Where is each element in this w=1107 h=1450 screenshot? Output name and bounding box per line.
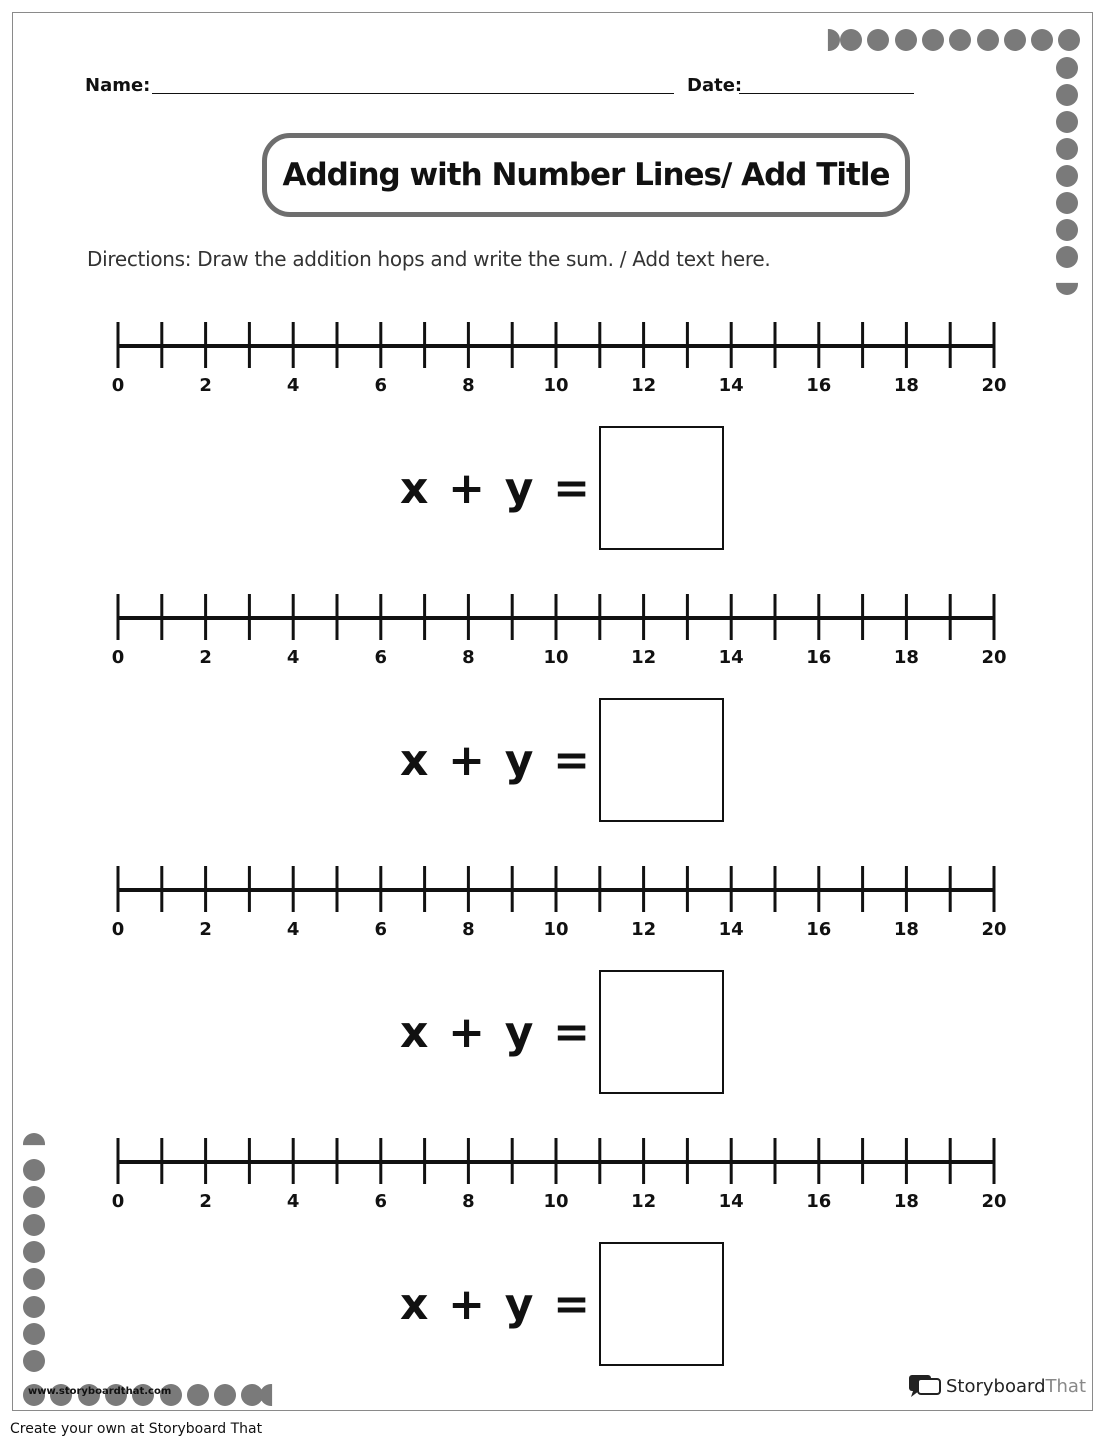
equation-1	[400, 458, 590, 518]
tick-label: 8	[462, 1191, 475, 1212]
tick-label: 18	[893, 647, 919, 668]
tick-label: 2	[199, 647, 212, 668]
tick-label: 12	[631, 647, 657, 668]
decorative-dot	[187, 1384, 209, 1406]
worksheet-page	[12, 12, 1093, 1411]
tick-label: 2	[199, 375, 212, 396]
tick-label: 0	[111, 919, 125, 940]
decorative-dot	[1056, 138, 1078, 160]
tick-label: 16	[806, 919, 832, 940]
plus-sign: +	[448, 1006, 485, 1058]
tick-label: 20	[981, 375, 1007, 396]
tick-label: 0	[111, 1191, 125, 1212]
plus-sign: +	[448, 1278, 485, 1330]
plus-sign: +	[448, 462, 485, 514]
tick-label: 8	[462, 919, 475, 940]
decorative-dot	[840, 29, 862, 51]
tick-label: 10	[543, 375, 569, 396]
date-label: Date:	[687, 75, 743, 96]
tick-label: 2	[199, 919, 212, 940]
tick-label: 0	[111, 375, 125, 396]
tick-label: 12	[631, 375, 657, 396]
decorative-dot	[1056, 192, 1078, 214]
tick-label: 18	[893, 919, 919, 940]
plus-sign: +	[448, 734, 485, 786]
tick-label: 4	[286, 375, 300, 396]
equation-4	[400, 1274, 590, 1334]
tick-label: 6	[374, 375, 388, 396]
tick-label: 8	[462, 375, 475, 396]
tick-label: 20	[981, 647, 1007, 668]
answer-box-1[interactable]	[599, 426, 724, 550]
tick-label: 0	[111, 647, 125, 668]
answer-box-2[interactable]	[599, 698, 724, 822]
tick-label: 12	[631, 1191, 657, 1212]
decorative-dot	[1056, 246, 1078, 268]
decorative-dot	[23, 1296, 45, 1318]
tick-label: 4	[286, 919, 300, 940]
title-box	[262, 133, 910, 217]
brand-name: StoryboardThat	[946, 1375, 1087, 1397]
date-field[interactable]	[739, 93, 914, 94]
y-variable: y	[504, 1006, 534, 1058]
x-variable: x	[400, 462, 429, 514]
tick-label: 10	[543, 1191, 569, 1212]
decorative-dot	[214, 1384, 236, 1406]
directions-text: Directions: Draw the addition hops and write the sum. / Add text here.	[87, 247, 771, 271]
tick-label: 4	[286, 1191, 300, 1212]
watermark-url: www.storyboardthat.com	[28, 1386, 172, 1397]
x-variable: x	[400, 734, 429, 786]
tick-label: 20	[981, 919, 1007, 940]
page-title: Adding with Number Lines/ Add Title	[282, 157, 890, 193]
tick-label: 18	[893, 375, 919, 396]
tick-label: 6	[374, 1191, 388, 1212]
decorative-dot	[23, 1241, 45, 1263]
y-variable: y	[504, 1278, 534, 1330]
tick-label: 6	[374, 919, 388, 940]
decorative-dot	[1056, 84, 1078, 106]
decorative-dot	[922, 29, 944, 51]
x-variable: x	[400, 1278, 429, 1330]
answer-box-4[interactable]	[599, 1242, 724, 1366]
tick-label: 14	[718, 647, 744, 668]
tick-label: 14	[718, 375, 744, 396]
y-variable: y	[504, 462, 534, 514]
equation-3	[400, 1002, 590, 1062]
decorative-dot	[23, 1323, 45, 1345]
tick-label: 6	[374, 647, 388, 668]
equals-sign: =	[553, 734, 590, 786]
tick-label: 12	[631, 919, 657, 940]
equation-2	[400, 730, 590, 790]
decorative-dot	[23, 1350, 45, 1372]
decorative-dot	[1004, 29, 1026, 51]
decorative-dot	[977, 29, 999, 51]
decorative-dot	[23, 1214, 45, 1236]
answer-box-3[interactable]	[599, 970, 724, 1094]
decorative-dot	[1056, 165, 1078, 187]
x-variable: x	[400, 1006, 429, 1058]
tick-label: 10	[543, 919, 569, 940]
decorative-dot	[1056, 219, 1078, 241]
y-variable: y	[504, 734, 534, 786]
tick-label: 14	[718, 1191, 744, 1212]
equals-sign: =	[553, 1006, 590, 1058]
decorative-dot	[895, 29, 917, 51]
tick-label: 4	[286, 647, 300, 668]
tick-label: 10	[543, 647, 569, 668]
footer-credit: Create your own at Storyboard That	[10, 1421, 263, 1437]
name-label: Name:	[85, 75, 151, 96]
equals-sign: =	[553, 462, 590, 514]
tick-label: 16	[806, 647, 832, 668]
speech-bubble-icon	[908, 1374, 942, 1398]
decorative-dot	[1031, 29, 1053, 51]
decorative-dot	[1056, 57, 1078, 79]
tick-label: 16	[806, 375, 832, 396]
tick-label: 2	[199, 1191, 212, 1212]
tick-label: 18	[893, 1191, 919, 1212]
storyboardthat-logo[interactable]	[908, 1374, 1086, 1398]
tick-label: 16	[806, 1191, 832, 1212]
tick-label: 14	[718, 919, 744, 940]
tick-label: 8	[462, 647, 475, 668]
equals-sign: =	[553, 1278, 590, 1330]
decorative-dot	[23, 1159, 45, 1181]
name-field[interactable]	[152, 93, 674, 94]
decorative-dot	[1056, 111, 1078, 133]
tick-label: 20	[981, 1191, 1007, 1212]
